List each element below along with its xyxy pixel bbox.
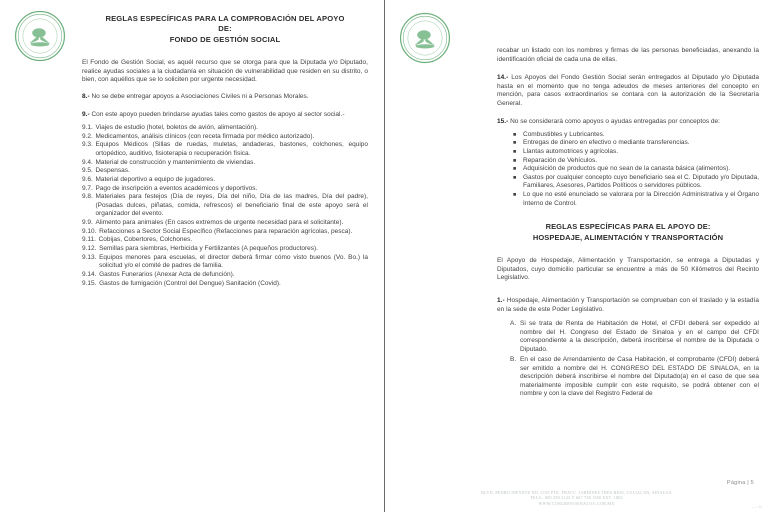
clause-14-text: Los Apoyos del Fondo Gestión Social serán entregados al Diputado y/o Diputada hasta en el momento que no tenga adeudos de meses anteriores del concepto en mención, para casos extraordinarios se contara con la autorización de la Secretaría General. <box>497 74 759 107</box>
bullet-icon: ■ <box>513 174 517 181</box>
list-item <box>510 356 759 399</box>
bullet-icon: ■ <box>513 166 517 173</box>
list-item-text: Viajes de estudio (hotel, boletos de avión, alimentación). <box>95 123 258 131</box>
clause-15 <box>497 118 759 127</box>
clause-9 <box>82 111 368 120</box>
list-item <box>513 139 759 148</box>
list-item-number: 9.6. <box>82 175 93 183</box>
list-item <box>82 159 368 168</box>
list-item-text: Materiales para festejos (Día de reyes, Día del niño, Día de las madres, Día del padre), (Posadas dulces, piñatas, comida, refrescos) el beneficiario final de este apoyo será el organizador del evento. <box>95 193 368 218</box>
list-item-text: Alimento para animales (En casos extremos de urgente necesidad para el solicitante). <box>95 218 344 226</box>
hospedaje-clause-1 <box>497 297 759 314</box>
continuation-paragraph: recabar un listado con los nombres y firmas de las personas beneficiadas, anexando la identificación oficial de cada una de ellas. <box>497 47 759 63</box>
bullet-icon: ■ <box>513 191 517 198</box>
svg-text:· · · · · · · ·: · · · · · · · · <box>31 55 49 60</box>
list-item-marker: B. <box>510 355 517 363</box>
bullet-icon: ■ <box>513 140 517 147</box>
section-title-line1: REGLAS ESPECÍFICAS PARA EL APOYO DE: <box>545 222 711 232</box>
list-item-text: Si se trata de Renta de Habitación de Hotel, el CFDI deberá ser expedido al nombre del H. Congreso del Estado de Sinaloa y en el campo del CFDI correspondiente a la descripción, deberá inscribirse el nombre de la Diputada o Diputado. <box>520 320 759 353</box>
list-item <box>82 141 368 158</box>
list-item-number: 9.5. <box>82 167 93 175</box>
escudo-nacional-mexicano-seal <box>399 12 451 64</box>
list-item-number: 9.13. <box>82 253 97 261</box>
clause-9-text: Con este apoyo pueden brindarse ayudas tales como gastos de apoyo al sector social.- <box>91 111 345 119</box>
section-title-line2: HOSPEDAJE, ALIMENTACIÓN Y TRANSPORTACIÓN <box>532 232 724 242</box>
list-item <box>82 236 368 245</box>
list-item-number: 9.15. <box>82 279 97 287</box>
page-title-line2: DE: <box>218 24 232 34</box>
section-title <box>497 222 759 243</box>
page-number: Página | 5 <box>726 480 754 486</box>
bullet-icon: ■ <box>513 157 517 164</box>
list-item-text: Equipos Médicos (Sillas de ruedas, muletas, andaderas, bastones, colchones, equipo ortopédico, auditivo, fisioterapia o recuperación física. <box>95 141 368 157</box>
list-item-text: Pago de inscripción a eventos académicos y deportivos. <box>95 184 258 192</box>
list-item-number: 9.7. <box>82 184 93 192</box>
clause-14 <box>497 74 759 108</box>
footer-website-line: WWW.CONGRESOSINALOA.GOB.MX <box>538 500 615 506</box>
list-item <box>82 167 368 176</box>
list-item <box>82 133 368 142</box>
bullet-icon: ■ <box>513 131 517 138</box>
list-item-text: Reparación de Vehículos. <box>523 156 598 164</box>
list-item-text: Semillas para siembras, Herbicida y Fertilizantes (A pequeños productores). <box>99 245 318 253</box>
bullet-icon: ■ <box>513 149 517 156</box>
hospedaje-clause-1-number: 1.- <box>497 297 505 304</box>
list-item-text: En el caso de Arrendamiento de Casa Habitación, el comprobante (CFDI) deberá ser emitido a nombre del H. CONGRESO DEL ESTADO DE SINALOA, en la descripción deberá inscribirse el nombre del Diputado(a) en el caso de que sea materialmente imposible cumplir con este requisito, se podrá obtener con el nombre y con la clave del Registro Federal de <box>520 355 759 398</box>
list-item <box>82 245 368 254</box>
list-item <box>513 157 759 166</box>
clause-8 <box>82 93 368 102</box>
list-item <box>513 165 759 174</box>
list-item-number: 9.8. <box>82 193 93 201</box>
page-title-line1: REGLAS ESPECÍFICAS PARA LA COMPROBACIÓN DEL APOYO <box>105 14 345 23</box>
list-item-text: Lo que no esté enunciado se valorara por la Dirección Administrativa y el Órgano Interno de Control. <box>523 190 759 207</box>
list-item-text: Combustibles y Lubricantes. <box>523 130 605 138</box>
list-item <box>82 254 368 271</box>
list-item-number: 9.12. <box>82 245 97 253</box>
list-item <box>513 148 759 157</box>
svg-text:· · · · · · · ·: · · · · · · · · <box>416 57 434 62</box>
list-item-text: Medicamentos, análisis clínicos (con receta firmada por médico autorizado). <box>95 132 315 140</box>
left-page-content-column <box>82 0 368 512</box>
list-item <box>82 280 368 289</box>
list-item-text: Material deportivo a equipo de jugadores. <box>95 175 216 183</box>
footer-phone-line: TELS.: 800 290 2122 Y 667 758 1500 EXT. 1802 <box>530 495 623 501</box>
list-item-text: Equipos menores para escuelas, el director deberá firmar cómo visto buenos (Vo. Bo.) la solicitud y/o el comité de padres de familia. <box>99 253 368 270</box>
list-item <box>82 193 368 219</box>
list-item-text: Cobijas, Cobertores, Colchones. <box>98 236 193 244</box>
list-item <box>510 320 759 354</box>
page-footer <box>385 490 768 506</box>
list-item <box>82 124 368 133</box>
list-item-number: 9.1. <box>82 123 93 131</box>
corner-mark: — / 14 <box>752 505 762 509</box>
hospedaje-intro-paragraph: El Apoyo de Hospedaje, Alimentación y Transportación, se entrega a Diputadas y Diputados, cuyo domicilio particular se encuentre a más de 50 Kilómetros del Recinto Legislativo. <box>497 257 759 282</box>
list-item <box>82 219 368 228</box>
clause-9-number: 9.- <box>82 111 90 119</box>
clause-8-text: No se debe entregar apoyos a Asociaciones Civiles ni a Personas Morales. <box>91 92 309 100</box>
list-item-number: 9.4. <box>82 158 93 166</box>
list-item-number: 9.10. <box>82 227 97 235</box>
clause-15-number: 15.- <box>497 118 509 126</box>
exclusions-list <box>497 131 759 208</box>
clause-14-number: 14.- <box>497 74 509 82</box>
page-right <box>384 0 768 512</box>
list-item-number: 9.11. <box>82 236 96 244</box>
escudo-nacional-mexicano-seal <box>14 10 66 62</box>
list-item <box>82 228 368 237</box>
sub-clause-list <box>497 320 759 399</box>
list-item-text: Entregas de dinero en efectivo o mediante transferencias. <box>523 139 690 147</box>
list-item <box>82 185 368 194</box>
list-item <box>82 271 368 280</box>
list-item-text: Adquisición de productos que no sean de la canasta básica (alimentos). <box>523 165 731 173</box>
list-item <box>513 191 759 208</box>
clause-9-subitem-list <box>82 124 368 288</box>
hospedaje-clause-1-text: Hospedaje, Alimentación y Transportación se comprueban con el traslado y la estadía en la sede de este Poder Legislativo. <box>497 297 759 313</box>
list-item-text: Refacciones a Sector Social Específico (Refacciones para reparación agrícolas, pesca). <box>99 227 353 235</box>
clause-8-number: 8.- <box>82 92 90 100</box>
list-item-text: Gastos de fumigación (Control del Dengue) Sanitación (Covid). <box>99 279 281 287</box>
list-item-text: Gastos por cualquier concepto cuyo beneficiario sea el C. Diputado y/o Diputada, Familiares, Asesores, Partidos Políticos o servidores públicos. <box>523 173 759 190</box>
list-item-text: Despensas. <box>95 167 130 175</box>
list-item <box>513 131 759 140</box>
list-item <box>82 176 368 185</box>
intro-paragraph: El Fondo de Gestión Social, es aquél recurso que se otorga para que la Diputada y/o Diputado, realice ayudas sociales a la ciudadanía en situación de vulnerabilidad que residen en su distrito, o bien, con aquéllos que se lo soliciten por urgente necesidad. <box>82 59 368 84</box>
svg-text:· · · · · · · ·: · · · · · · · · <box>31 13 49 18</box>
list-item-number: 9.3. <box>82 141 93 149</box>
page-title-line3: FONDO DE GESTIÓN SOCIAL <box>169 34 281 44</box>
list-item-marker: A. <box>510 320 517 328</box>
page-title <box>82 14 368 45</box>
right-page-content-column <box>497 0 759 512</box>
list-item <box>513 174 759 191</box>
list-item-text: Gastos Funerarios (Anexar Acta de defunción). <box>99 270 235 278</box>
list-item-number: 9.9. <box>82 218 93 226</box>
list-item-number: 9.14. <box>82 270 97 278</box>
clause-15-text: No se considerará como apoyos o ayudas entregadas por conceptos de: <box>510 118 720 126</box>
list-item-number: 9.2. <box>82 132 93 140</box>
footer-address-line: BLVD. PEDRO INFANTE NO. 2135 PTE. FRACC. JARDINES TRES RIOS, CULIACÁN, SINALOA <box>481 489 672 495</box>
list-item-text: Material de construcción y mantenimiento de viviendas. <box>95 158 256 166</box>
svg-text:· · · · · · · ·: · · · · · · · · <box>416 15 434 20</box>
list-item-text: Llantas automotrices y agrícolas. <box>523 148 619 156</box>
